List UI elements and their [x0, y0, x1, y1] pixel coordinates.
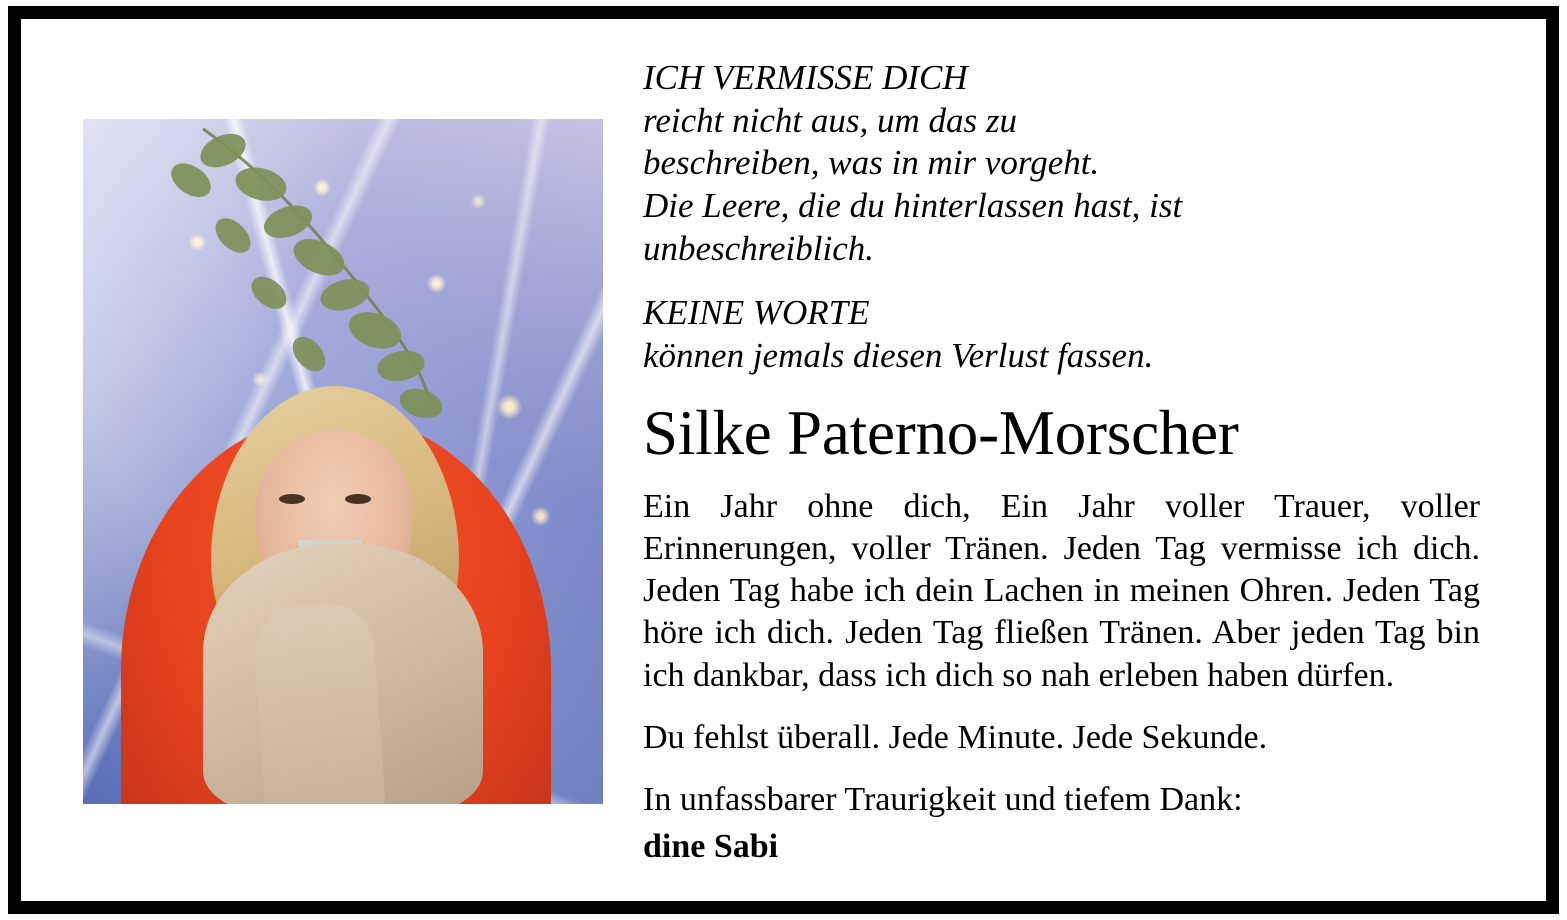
portrait-photo	[83, 119, 603, 804]
verse-line-1: ICH VERMISSE DICH	[643, 58, 968, 97]
memorial-paragraph-1: Ein Jahr ohne dich, Ein Jahr voller Trauer, voller Erinnerungen, voller Tränen. Jeden Tag vermisse ich dich. Jeden Tag habe ich dein Lachen in meinen Ohren. Jeden Tag höre ich dich. Jeden Tag fließen Tränen. Aber jeden Tag bin ich dankbar, dass ich dich so nah erleben haben dürfen.	[643, 487, 1480, 694]
scarf-fold	[251, 600, 386, 804]
closing-line: In unfassbarer Traurigkeit und tiefem Dank:	[643, 780, 1243, 818]
signer-name: dine Sabi	[643, 828, 779, 866]
verse-line-4: Die Leere, die du hinterlassen hast, ist	[643, 186, 1183, 226]
verse-block-two	[643, 292, 1480, 377]
verse-line-2: reicht nicht aus, um das zu	[643, 100, 1017, 140]
eye-right	[345, 494, 371, 504]
memorial-paragraph-2: Du fehlst überall. Jede Minute. Jede Sekunde.	[643, 718, 1268, 756]
verse-line-5: unbeschreiblich.	[643, 228, 875, 268]
deceased-name: Silke Paterno-Morscher	[643, 397, 1239, 468]
verse-line-6: KEINE WORTE	[643, 293, 870, 333]
photo-column	[21, 19, 621, 901]
verse-line-7: können jemals diesen Verlust fassen.	[643, 336, 1154, 376]
notice-inner	[21, 19, 1546, 901]
notice-frame	[8, 6, 1559, 914]
verse-line-3: beschreiben, was in mir vorgeht.	[643, 143, 1100, 183]
eye-left	[279, 494, 305, 504]
verse-block-one	[643, 57, 1480, 270]
text-column	[621, 19, 1546, 901]
